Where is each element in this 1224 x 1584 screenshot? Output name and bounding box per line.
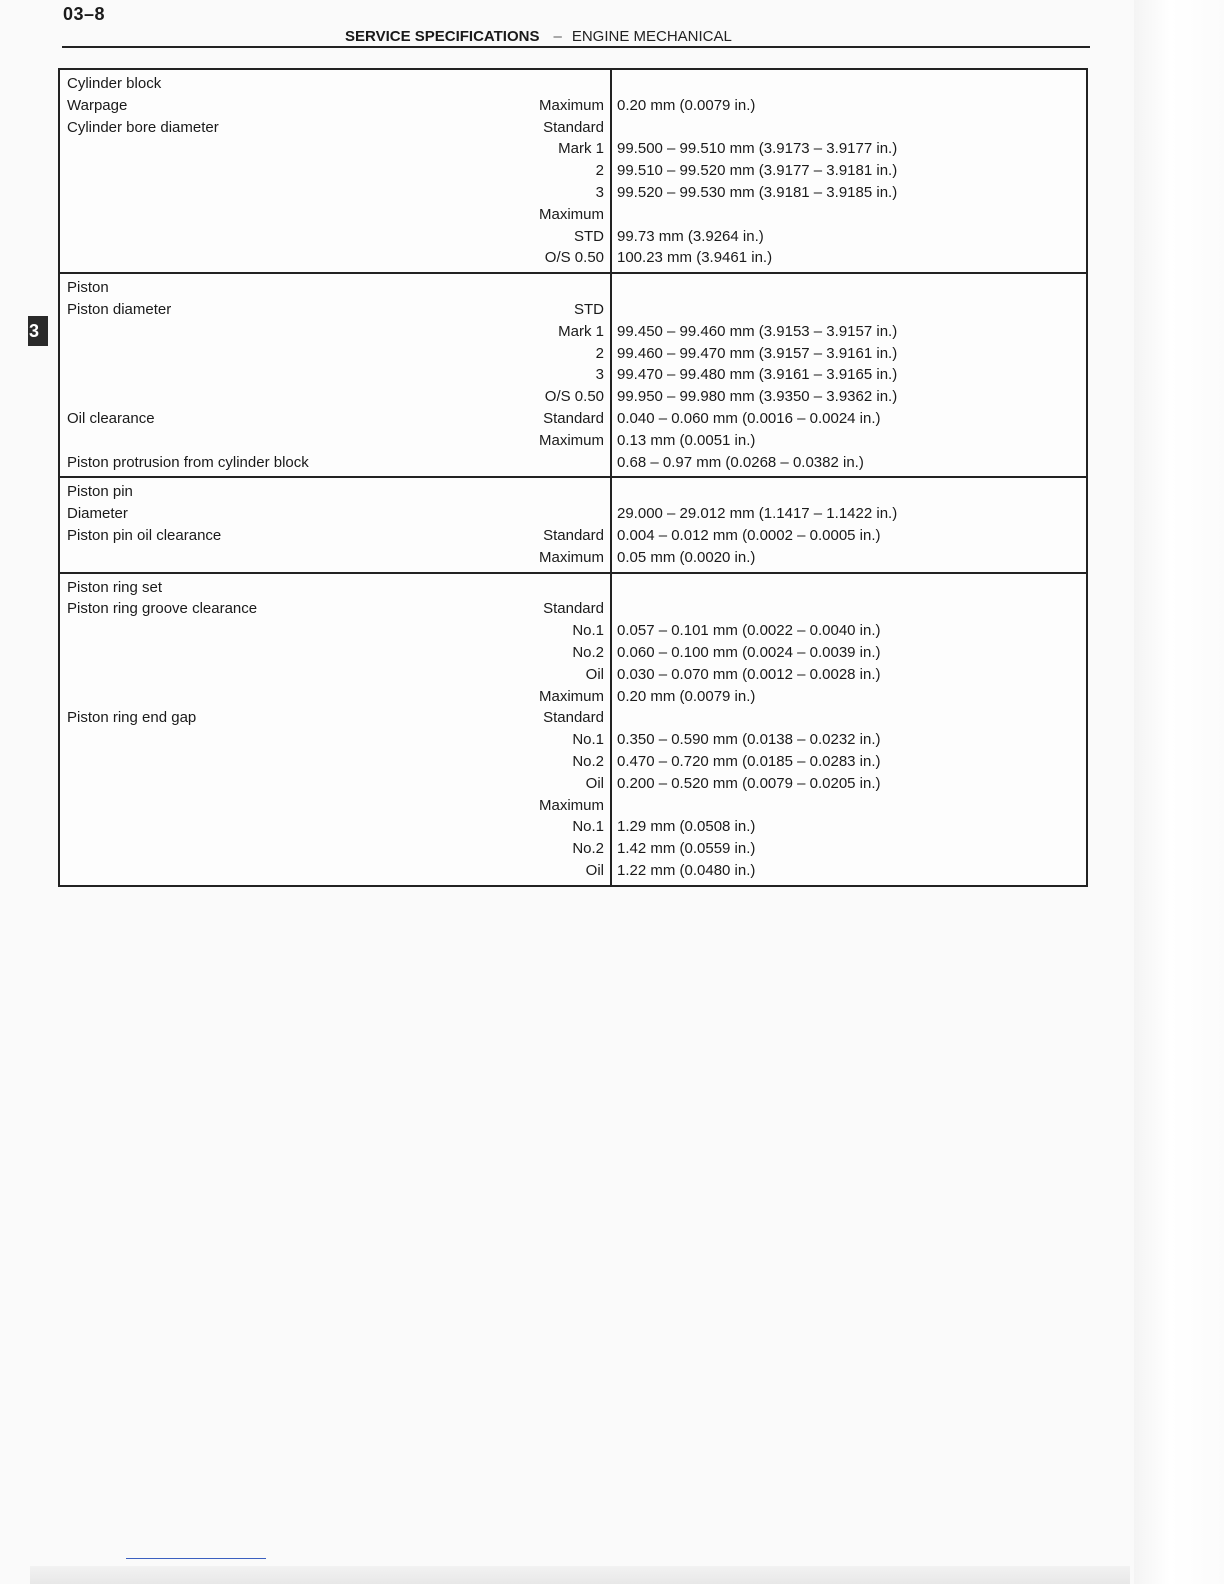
spec-row — [60, 138, 610, 160]
spec-row — [60, 386, 610, 408]
spec-section — [60, 572, 1086, 885]
header-subtitle: ENGINE MECHANICAL — [571, 28, 732, 45]
spec-row — [60, 277, 610, 299]
spec-value-row — [612, 547, 1086, 569]
section-tab: 3 — [28, 316, 48, 346]
spec-value: 0.057 – 0.101 mm (0.0022 – 0.0040 in.) — [617, 622, 881, 640]
spec-condition: No.1 — [572, 622, 604, 640]
spec-value-column — [612, 478, 1086, 571]
spec-value: 29.000 – 29.012 mm (1.1417 – 1.1422 in.) — [617, 505, 898, 523]
spec-row — [60, 452, 610, 474]
spec-row — [60, 642, 610, 664]
spec-row — [60, 598, 610, 620]
spec-row — [60, 664, 610, 686]
spec-item-column — [60, 274, 612, 476]
spec-value: 99.470 – 99.480 mm (3.9161 – 3.9165 in.) — [617, 366, 898, 384]
page-edge-shadow — [1134, 0, 1224, 1584]
spec-row — [60, 620, 610, 642]
spec-item-label: Warpage — [67, 96, 128, 114]
spec-value-row — [612, 321, 1086, 343]
spec-value-row — [612, 299, 1086, 321]
spec-value: 99.520 – 99.530 mm (3.9181 – 3.9185 in.) — [617, 183, 898, 201]
spec-row — [60, 707, 610, 729]
spec-row — [60, 751, 610, 773]
spec-value-row — [612, 247, 1086, 269]
spec-value-row — [612, 664, 1086, 686]
spec-condition: Mark 1 — [558, 140, 604, 158]
spec-condition: No.2 — [572, 840, 604, 858]
page-bottom-edge — [30, 1566, 1130, 1584]
spec-row — [60, 795, 610, 817]
spec-row — [60, 299, 610, 321]
spec-item-label: Piston — [67, 279, 109, 297]
spec-condition: 2 — [595, 344, 604, 362]
spec-row — [60, 247, 610, 269]
header-title: SERVICE SPECIFICATIONS — [345, 28, 540, 45]
spec-value-row — [612, 795, 1086, 817]
spec-item-label: Piston pin oil clearance — [67, 526, 222, 544]
spec-condition: Oil — [585, 665, 604, 683]
spec-item-label: Diameter — [67, 505, 128, 523]
spec-condition: Mark 1 — [558, 322, 604, 340]
spec-value: 0.350 – 0.590 mm (0.0138 – 0.0232 in.) — [617, 731, 881, 749]
spec-condition: 2 — [595, 162, 604, 180]
spec-row — [60, 838, 610, 860]
spec-row — [60, 503, 610, 525]
spec-row — [60, 364, 610, 386]
spec-row — [60, 204, 610, 226]
spec-item-label: Cylinder bore diameter — [67, 118, 219, 136]
spec-condition: Maximum — [538, 205, 604, 223]
spec-value-row — [612, 160, 1086, 182]
header-rule — [62, 46, 1090, 48]
spec-value-row — [612, 226, 1086, 248]
spec-row — [60, 686, 610, 708]
spec-value-row — [612, 577, 1086, 599]
spec-row — [60, 182, 610, 204]
spec-condition: Maximum — [538, 687, 604, 705]
spec-value-row — [612, 452, 1086, 474]
spec-section — [60, 476, 1086, 571]
spec-item-label: Cylinder block — [67, 75, 162, 92]
spec-row — [60, 226, 610, 248]
spec-condition: Standard — [543, 709, 604, 727]
spec-row — [60, 525, 610, 547]
spec-row — [60, 577, 610, 599]
spec-condition: STD — [574, 300, 604, 318]
spec-item-label: Piston diameter — [67, 300, 172, 318]
spec-value-row — [612, 860, 1086, 882]
spec-value: 0.20 mm (0.0079 in.) — [617, 96, 756, 114]
page-number: 03–8 — [63, 4, 106, 24]
spec-value-row — [612, 838, 1086, 860]
spec-value-row — [612, 525, 1086, 547]
spec-condition: Standard — [543, 526, 604, 544]
spec-condition: No.2 — [572, 752, 604, 770]
spec-value-row — [612, 751, 1086, 773]
spec-value: 0.200 – 0.520 mm (0.0079 – 0.0205 in.) — [617, 774, 881, 792]
spec-item-column — [60, 574, 612, 885]
spec-value: 0.004 – 0.012 mm (0.0002 – 0.0005 in.) — [617, 526, 881, 544]
spec-value-row — [612, 729, 1086, 751]
spec-condition: Standard — [543, 600, 604, 618]
spec-value: 99.460 – 99.470 mm (3.9157 – 3.9161 in.) — [617, 344, 898, 362]
spec-condition: No.2 — [572, 643, 604, 661]
spec-value: 99.500 – 99.510 mm (3.9173 – 3.9177 in.) — [617, 140, 898, 158]
spec-value-column — [612, 70, 1086, 272]
spec-row — [60, 430, 610, 452]
spec-value-row — [612, 620, 1086, 642]
spec-value: 99.510 – 99.520 mm (3.9177 – 3.9181 in.) — [617, 162, 898, 180]
specification-table — [58, 68, 1088, 887]
spec-item-label: Piston protrusion from cylinder block — [67, 453, 309, 471]
spec-value-row — [612, 481, 1086, 503]
spec-condition: O/S 0.50 — [544, 249, 604, 267]
spec-value-row — [612, 686, 1086, 708]
spec-value: 100.23 mm (3.9461 in.) — [617, 249, 773, 267]
spec-row — [60, 321, 610, 343]
spec-value-row — [612, 816, 1086, 838]
spec-row — [60, 95, 610, 117]
spec-condition: Maximum — [538, 431, 604, 449]
spec-value-row — [612, 343, 1086, 365]
spec-value-row — [612, 386, 1086, 408]
spec-condition: 3 — [595, 183, 604, 201]
spec-item-label: Piston ring end gap — [67, 709, 197, 727]
spec-value: 0.13 mm (0.0051 in.) — [617, 431, 756, 449]
footer-link-line — [126, 1558, 266, 1559]
spec-value: 0.20 mm (0.0079 in.) — [617, 687, 756, 705]
spec-value: 99.450 – 99.460 mm (3.9153 – 3.9157 in.) — [617, 322, 898, 340]
spec-value-column — [612, 274, 1086, 476]
spec-condition: Maximum — [538, 796, 604, 814]
spec-value: 0.040 – 0.060 mm (0.0016 – 0.0024 in.) — [617, 409, 881, 427]
spec-item-label: Piston pin — [67, 483, 133, 501]
spec-value: 1.22 mm (0.0480 in.) — [617, 861, 756, 879]
spec-value: 0.060 – 0.100 mm (0.0024 – 0.0039 in.) — [617, 643, 881, 661]
spec-value-row — [612, 408, 1086, 430]
spec-condition: No.1 — [572, 818, 604, 836]
spec-row — [60, 547, 610, 569]
spec-condition: Maximum — [538, 548, 604, 566]
spec-value-row — [612, 598, 1086, 620]
spec-value: 1.29 mm (0.0508 in.) — [617, 818, 756, 836]
spec-row — [60, 860, 610, 882]
spec-item-label: Piston ring groove clearance — [67, 600, 258, 618]
page-header — [345, 28, 732, 45]
spec-value-row — [612, 364, 1086, 386]
spec-value-row — [612, 117, 1086, 139]
spec-row — [60, 160, 610, 182]
spec-value-row — [612, 773, 1086, 795]
spec-value-row — [612, 95, 1086, 117]
spec-value-row — [612, 503, 1086, 525]
spec-condition: STD — [574, 227, 604, 245]
spec-value-row — [612, 182, 1086, 204]
spec-item-column — [60, 70, 612, 272]
spec-section — [60, 272, 1086, 476]
spec-item-label: Oil clearance — [67, 409, 155, 427]
spec-row — [60, 481, 610, 503]
spec-condition: Oil — [585, 861, 604, 879]
spec-item-label: Piston ring set — [67, 578, 163, 596]
spec-condition: Standard — [543, 118, 604, 136]
spec-row — [60, 408, 610, 430]
spec-condition: Oil — [585, 774, 604, 792]
spec-row — [60, 773, 610, 795]
spec-value-column — [612, 574, 1086, 885]
spec-condition: No.1 — [572, 731, 604, 749]
spec-value-row — [612, 707, 1086, 729]
spec-value: 99.950 – 99.980 mm (3.9350 – 3.9362 in.) — [617, 388, 898, 406]
spec-value: 0.030 – 0.070 mm (0.0012 – 0.0028 in.) — [617, 665, 881, 683]
spec-value-row — [612, 138, 1086, 160]
spec-value-row — [612, 73, 1086, 95]
spec-row — [60, 816, 610, 838]
spec-value-row — [612, 642, 1086, 664]
spec-row — [60, 343, 610, 365]
spec-condition: Maximum — [538, 96, 604, 114]
spec-value: 0.470 – 0.720 mm (0.0185 – 0.0283 in.) — [617, 752, 881, 770]
spec-value: 0.05 mm (0.0020 in.) — [617, 548, 756, 566]
spec-item-column — [60, 478, 612, 571]
spec-value: 99.73 mm (3.9264 in.) — [617, 227, 764, 245]
spec-section — [60, 70, 1086, 272]
spec-value-row — [612, 204, 1086, 226]
spec-value-row — [612, 430, 1086, 452]
header-separator: – — [553, 28, 562, 45]
spec-row — [60, 73, 610, 95]
spec-condition: Standard — [543, 409, 604, 427]
spec-value: 1.42 mm (0.0559 in.) — [617, 840, 756, 858]
spec-condition: O/S 0.50 — [544, 388, 604, 406]
spec-condition: 3 — [595, 366, 604, 384]
spec-row — [60, 729, 610, 751]
spec-row — [60, 117, 610, 139]
spec-value-row — [612, 277, 1086, 299]
spec-value: 0.68 – 0.97 mm (0.0268 – 0.0382 in.) — [617, 453, 864, 471]
